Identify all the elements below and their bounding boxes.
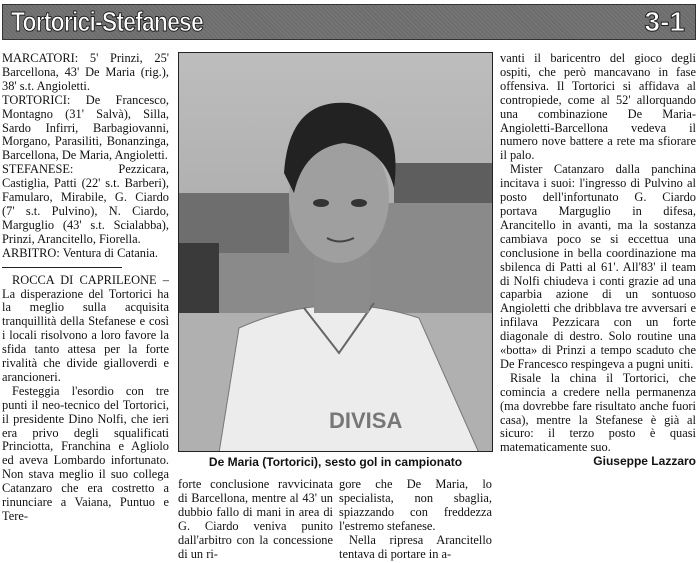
column-middle-left: [178, 478, 333, 561]
article-paragraph: Festeggia l'esordio con tre punti il neo-tecnico del Tortorici, il presidente Dino Nolfi, che ieri era privo degli squalificati Princiotta, Franchina e Agliolo ed aveva Lombardo infortunato. Non stava meglio il suo collega Catanzaro che era costretto a rinunciare a Vaiana, Puntuo e Tere-: [2, 383, 169, 523]
shirt-sponsor-text: DIVISA: [329, 408, 403, 433]
divider: [2, 267, 122, 268]
stefanese-lineup: STEFANESE: Pezzicara, Castiglia, Patti (22' s.t. Barberi), Famularo, Mirabile, G. Ciardo (7' s.t. Pulvino), N. Ciardo, Marguglio (43' s.t. Scialabba), Prinzi, Arancitello, Fiorella.: [2, 162, 169, 246]
article-paragraph: Nella ripresa Arancitello tentava di portare in a-: [339, 532, 492, 561]
tortorici-lineup: TORTORICI: De Francesco, Montagno (31' Salvà), Silla, Sardo Infirri, Barbagiovanni, Morgano, Parasiliti, Bonanzinga, Barcellona, De Maria, Angioletti.: [2, 92, 169, 163]
scorers-line: MARCATORI: 5' Prinzi, 25' Barcellona, 43' De Maria (rig.), 38' s.t. Angioletti.: [2, 51, 169, 93]
headline-banner: [2, 4, 696, 40]
headline-score: 3-1: [644, 6, 685, 37]
article-paragraph: vanti il baricentro del gioco degli ospiti, che però mancavano in fase offensiva. Il Tortorici si affidava al contropiede, come al 52' allorquando una combinazione De Maria-Angioletti-Barcellona vedeva il numero nove battere a rete ma sfiorare il palo.: [500, 51, 696, 163]
player-photo-image: [179, 53, 493, 452]
column-right: [500, 52, 696, 560]
player-photo: [178, 52, 493, 452]
article-paragraph: ROCCA DI CAPRILEONE – La disperazione del Tortorici ha la meglio sulla acquisita tranquillità della Stefanese e così i locali risolvono a loro favore la sfida tanto attesa per la forte rivalità che divide gialloverdi e arancioneri.: [2, 272, 169, 384]
photo-caption: De Maria (Tortorici), sesto gol in campionato: [208, 455, 463, 469]
article-paragraph: forte conclusione ravvicinata di Barcellona, mentre al 43' un dubbio fallo di mani in area di G. Ciardo veniva punito dall'arbitro con la concessione di un ri-: [178, 477, 333, 561]
article-paragraph: Risale la china il Tortorici, che comincia a credere nella permanenza (ma dovrebbe fare risultato anche fuori casa), mentre la Stefanese è già al sicuro: il terzo posto è quasi matematicamente suo.: [500, 370, 696, 455]
headline-title: Tortorici-Stefanese: [11, 6, 203, 37]
referee-line: ARBITRO: Ventura di Catania.: [2, 245, 159, 260]
article-paragraph: gore che De Maria, lo specialista, non sbaglia, spiazzando con freddezza l'estremo stefanese.: [339, 477, 492, 533]
column-left: [2, 52, 169, 560]
article-paragraph: Mister Catanzaro dalla panchina incitava i suoi: l'ingresso di Pulvino al posto dell'infortunato G. Ciardo portava Marguglio in difesa, Arancitello in avanti, ma la sostanza cambiava poco se si eccettua una conclusione in bella coordinazione ma sbilenca di Patti al 61'. All'83' il team di Nolfi chiudeva i conti grazie ad una caparbia azione di un sontuoso Angioletti che dribblava tre avversari e infilava Pezzicara con un forte diagonale di destro. Solo routine una «botta» di Prinzi a tempo scaduto che De Francesco respingeva a pugni uniti.: [500, 162, 696, 371]
column-middle-right: [339, 478, 492, 561]
author-byline: Giuseppe Lazzaro: [593, 454, 696, 469]
